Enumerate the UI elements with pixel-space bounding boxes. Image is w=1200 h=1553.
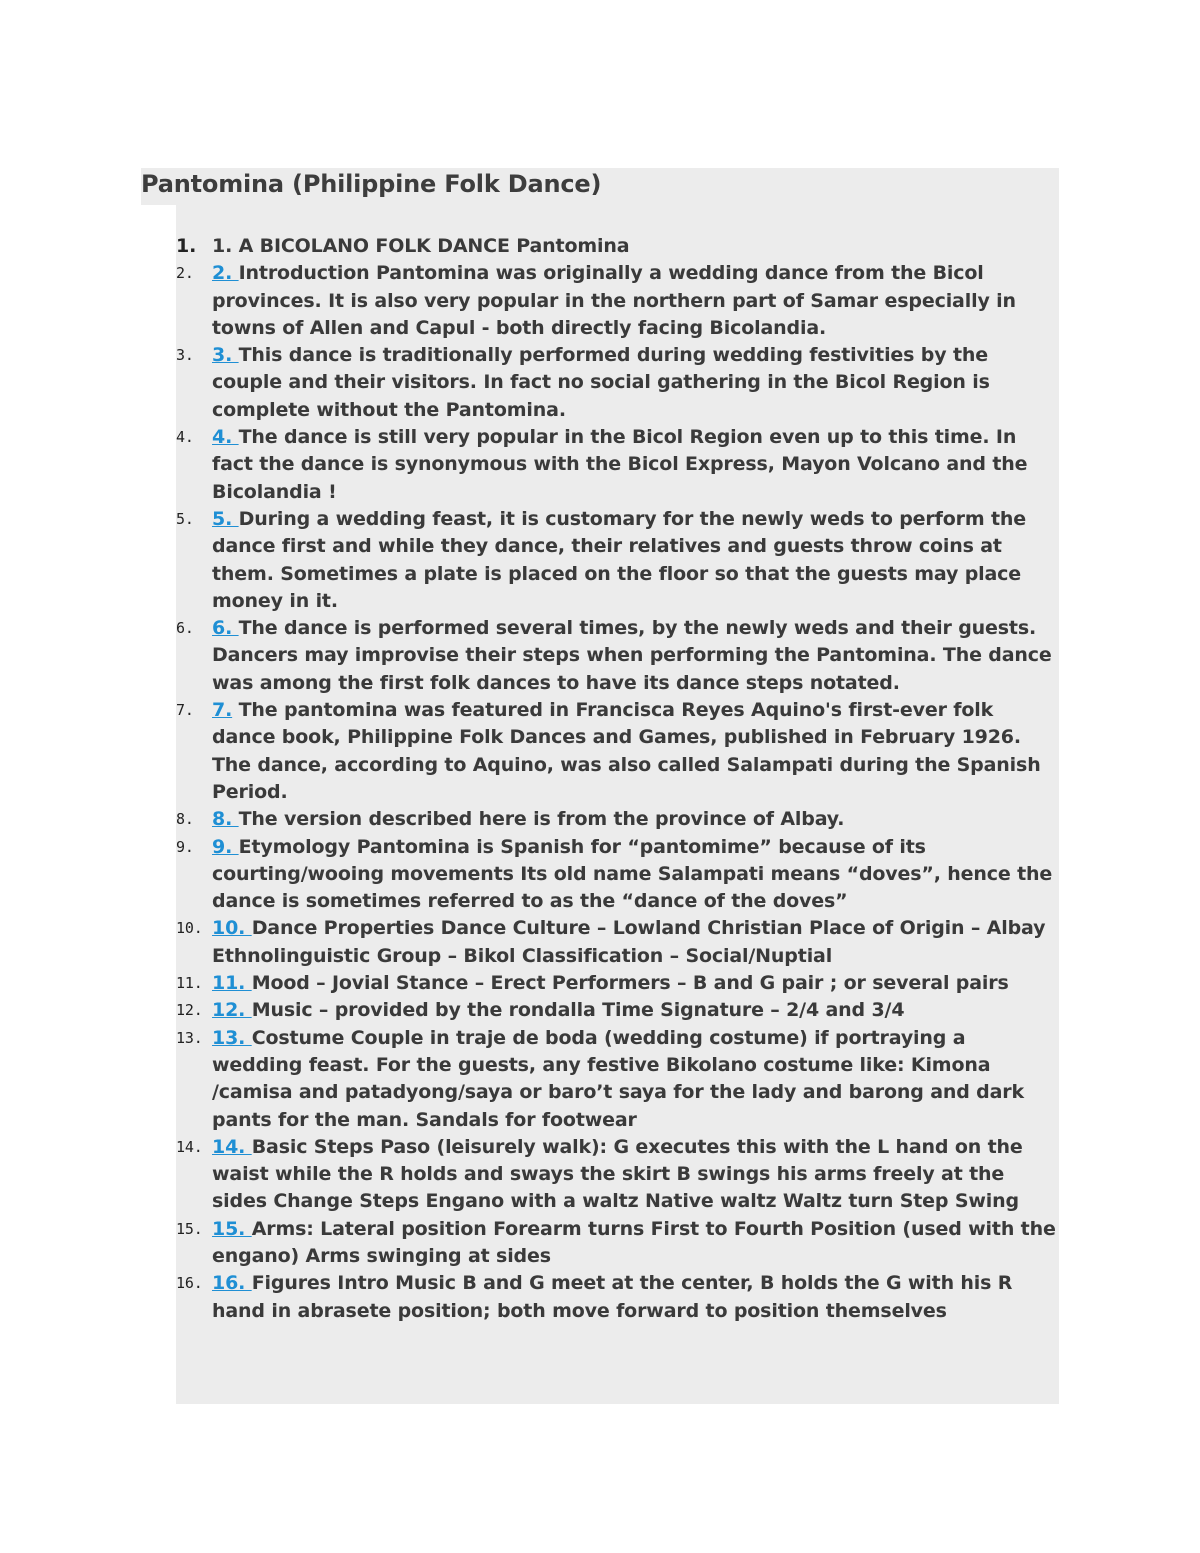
list-item — [0, 506, 1062, 615]
item-text: Mood – Jovial Stance – Erect Performers – B and G pair ; or several pairs — [251, 972, 1009, 995]
list-item — [0, 997, 1062, 1024]
slide-link[interactable]: 10. — [212, 917, 252, 940]
slide-link[interactable]: 8. — [212, 808, 239, 831]
list-item — [0, 342, 1062, 424]
item-text: The dance is still very popular in the Bicol Region even up to this time. In fact the dance is synonymous with the Bicol Express, Mayon Volcano and the Bicolandia ! — [212, 426, 1028, 503]
item-text: Arms: Lateral position Forearm turns First to Fourth Position (used with the engano) Arms swinging at sides — [212, 1217, 1056, 1267]
slide-link[interactable]: 15. — [212, 1217, 252, 1240]
item-text: The pantomina was featured in Francisca Reyes Aquino's first-ever folk dance book, Philippine Folk Dances and Games, published in February 1926. The dance, according to Aquino, was also called Salampati during the Spanish Period. — [212, 699, 1041, 803]
item-text: 1. A BICOLANO FOLK DANCE Pantomina — [212, 235, 630, 257]
item-number: 9. — [176, 837, 194, 856]
list-item — [0, 1134, 1062, 1216]
list-item — [0, 1216, 1062, 1271]
item-text: The version described here is from the province of Albay. — [238, 808, 845, 831]
item-text: Etymology Pantomina is Spanish for “pantomime” because of its courting/wooing movements Its old name Salampati means “doves”, hence the dance is sometimes referred to as the “dance of the doves” — [212, 835, 1053, 913]
item-number: 14. — [176, 1137, 203, 1156]
item-number: 16. — [176, 1274, 203, 1293]
item-text: During a wedding feast, it is customary for the newly weds to perform the dance first and while they dance, their relatives and guests throw coins at them. Sometimes a plate is placed on the floor so that the guests may place money in it. — [212, 507, 1027, 612]
page-title: Pantomina (Philippine Folk Dance) — [141, 170, 602, 198]
item-number: 1. — [176, 235, 197, 257]
item-text: Figures Intro Music B and G meet at the center, B holds the G with his R hand in abrasete position; both move forward to position themselves — [212, 1272, 1013, 1322]
slide-link[interactable]: 2. — [212, 262, 239, 285]
item-text: The dance is performed several times, by the newly weds and their guests. Dancers may improvise their steps when performing the Pantomina. The dance was among the first folk dances to have its dance steps notated. — [212, 617, 1052, 694]
item-text: Costume Couple in traje de boda (wedding costume) if portraying a wedding feast. For the guests, any festive Bikolano costume like: Kimona /camisa and patadyong/saya or baro’t saya for the lady and barong and dark pants for the man. Sandals for footwear — [212, 1026, 1024, 1131]
list-item — [0, 1270, 1062, 1325]
item-number: 11. — [176, 974, 203, 993]
item-number: 7. — [176, 701, 194, 720]
item-text: Dance Properties Dance Culture – Lowland Christian Place of Origin – Albay Ethnolinguistic Group – Bikol Classification – Social/Nuptial — [212, 917, 1046, 967]
list-item — [0, 834, 1062, 916]
list-item — [0, 970, 1062, 997]
list-item — [0, 1025, 1062, 1134]
slide-link[interactable]: 11. — [212, 972, 252, 995]
slide-link[interactable]: 12. — [212, 999, 252, 1022]
slide-link[interactable]: 13. — [212, 1026, 252, 1049]
item-text: This dance is traditionally performed during wedding festivities by the couple and their visitors. In fact no social gathering in the Bicol Region is complete without the Pantomina. — [212, 344, 990, 421]
item-number: 6. — [176, 619, 194, 638]
item-number: 5. — [176, 509, 194, 528]
item-text: Basic Steps Paso (leisurely walk): G executes this with the L hand on the waist while the R holds and sways the skirt B swings his arms freely at the sides Change Steps Engano with a waltz Native waltz Waltz turn Step Swing — [212, 1135, 1023, 1213]
item-number: 2. — [176, 264, 194, 283]
slide-link[interactable]: 9. — [212, 835, 239, 858]
item-number: 15. — [176, 1219, 203, 1238]
item-number: 12. — [176, 1001, 203, 1020]
list-item — [0, 424, 1062, 506]
item-number: 3. — [176, 346, 194, 365]
slide-list — [0, 233, 1200, 1325]
item-number: 8. — [176, 810, 194, 829]
slide-link[interactable]: 14. — [212, 1135, 252, 1158]
item-number: 10. — [176, 919, 203, 938]
item-number: 13. — [176, 1028, 203, 1047]
list-item — [0, 697, 1062, 806]
list-item — [0, 915, 1062, 970]
item-number: 4. — [176, 428, 194, 447]
slide-link[interactable]: 4. — [212, 426, 239, 449]
list-item — [0, 260, 1062, 342]
list-item — [0, 233, 1062, 260]
list-item — [0, 615, 1062, 697]
list-item — [0, 806, 1062, 833]
item-text: Music – provided by the rondalla Time Signature – 2/4 and 3/4 — [251, 999, 905, 1022]
slide-link[interactable]: 7. — [212, 699, 233, 722]
slide-link[interactable]: 5. — [212, 507, 239, 530]
slide-link[interactable]: 3. — [212, 344, 239, 367]
slide-link[interactable]: 6. — [212, 617, 239, 640]
item-text: Introduction Pantomina was originally a wedding dance from the Bicol provinces. It is also very popular in the northern part of Samar especially in towns of Allen and Capul - both directly facing Bicolandia. — [212, 262, 1016, 339]
slide-link[interactable]: 16. — [212, 1272, 252, 1295]
